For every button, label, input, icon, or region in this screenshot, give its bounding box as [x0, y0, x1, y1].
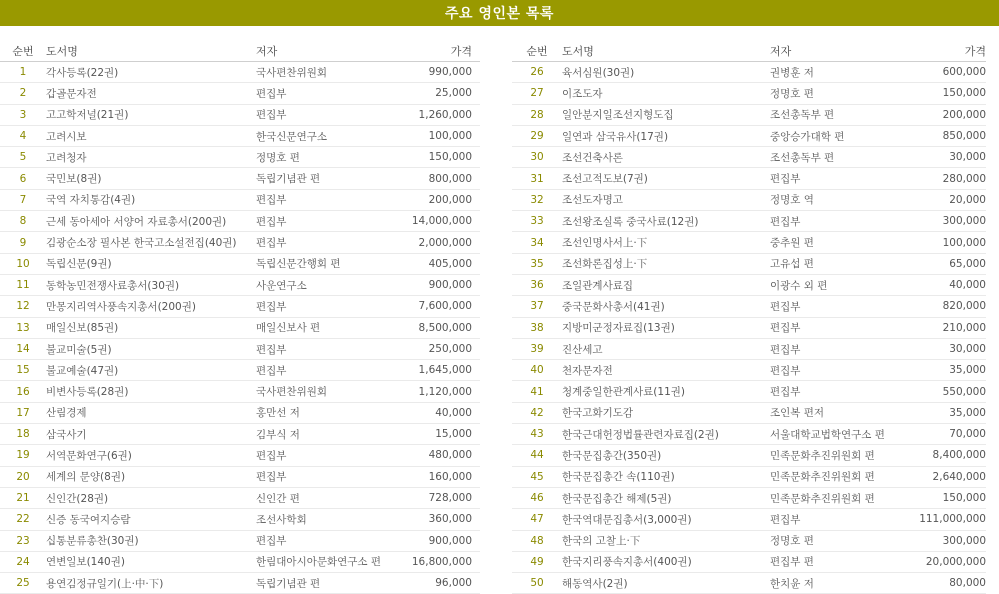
book-author: 편집부 [256, 232, 396, 253]
table-row [512, 551, 986, 572]
book-author: 한림대아시아문화연구소 편 [256, 551, 396, 572]
book-tables [0, 40, 999, 594]
book-title: 조선건축사론 [562, 147, 770, 168]
row-number: 30 [512, 147, 562, 168]
book-author: 정명호 역 [770, 189, 894, 210]
table-row [0, 402, 480, 423]
table-row [512, 424, 986, 445]
book-author: 권병훈 저 [770, 62, 894, 83]
book-price: 300,000 [894, 530, 986, 551]
book-price: 8,500,000 [396, 317, 480, 338]
table-row [512, 168, 986, 189]
table-row [0, 360, 480, 381]
row-number: 25 [0, 573, 46, 594]
book-title: 고려청자 [46, 147, 256, 168]
book-price: 20,000,000 [894, 551, 986, 572]
page-title: 주요 영인본 목록 [445, 6, 554, 22]
row-number: 29 [512, 125, 562, 146]
table-row [0, 189, 480, 210]
row-number: 11 [0, 274, 46, 295]
row-number: 21 [0, 487, 46, 508]
table-row [0, 530, 480, 551]
book-price: 820,000 [894, 296, 986, 317]
book-table-left [0, 40, 480, 594]
row-number: 16 [0, 381, 46, 402]
row-number: 46 [512, 487, 562, 508]
row-number: 17 [0, 402, 46, 423]
row-number: 36 [512, 274, 562, 295]
book-price: 100,000 [894, 232, 986, 253]
book-title: 한국문집총간(350권) [562, 445, 770, 466]
book-title: 국역 자치통감(4권) [46, 189, 256, 210]
book-price: 150,000 [894, 487, 986, 508]
book-title: 한국지리풍속지총서(400권) [562, 551, 770, 572]
table-row [512, 274, 986, 295]
book-author: 홍만선 저 [256, 402, 396, 423]
row-number: 4 [0, 125, 46, 146]
book-title: 세계의 문양(8권) [46, 466, 256, 487]
book-price: 25,000 [396, 83, 480, 104]
book-author: 독립신문간행회 편 [256, 253, 396, 274]
book-author: 사운연구소 [256, 274, 396, 295]
book-price: 2,640,000 [894, 466, 986, 487]
table-row [0, 338, 480, 359]
table-row [0, 445, 480, 466]
table-row [0, 147, 480, 168]
row-number: 7 [0, 189, 46, 210]
book-title: 이조도자 [562, 83, 770, 104]
book-title: 산림경제 [46, 402, 256, 423]
header-price: 가격 [894, 40, 986, 62]
book-title: 서역문화연구(6권) [46, 445, 256, 466]
row-number: 24 [0, 551, 46, 572]
book-author: 편집부 [770, 168, 894, 189]
book-title: 매일신보(85권) [46, 317, 256, 338]
book-title: 고고학저널(21권) [46, 104, 256, 125]
book-price: 65,000 [894, 253, 986, 274]
row-number: 3 [0, 104, 46, 125]
table-row [0, 466, 480, 487]
table-row [0, 551, 480, 572]
book-price: 800,000 [396, 168, 480, 189]
book-price: 1,120,000 [396, 381, 480, 402]
table-row [512, 487, 986, 508]
book-title: 동학농민전쟁사료총서(30권) [46, 274, 256, 295]
table-row [512, 125, 986, 146]
table-row [512, 466, 986, 487]
book-author: 편집부 [770, 381, 894, 402]
book-title: 각사등록(22권) [46, 62, 256, 83]
book-title: 한국고화기도감 [562, 402, 770, 423]
book-author: 민족문화추진위원회 편 [770, 487, 894, 508]
table-row [512, 381, 986, 402]
row-number: 40 [512, 360, 562, 381]
table-row [512, 232, 986, 253]
row-number: 48 [512, 530, 562, 551]
book-price: 80,000 [894, 573, 986, 594]
book-title: 삼국사기 [46, 424, 256, 445]
book-title: 조선도자명고 [562, 189, 770, 210]
row-number: 13 [0, 317, 46, 338]
book-title: 불교미술(5권) [46, 338, 256, 359]
row-number: 28 [512, 104, 562, 125]
table-row [512, 317, 986, 338]
row-number: 8 [0, 211, 46, 232]
header-num: 순번 [0, 40, 46, 62]
book-price: 1,260,000 [396, 104, 480, 125]
book-author: 조선총독부 편 [770, 147, 894, 168]
row-number: 32 [512, 189, 562, 210]
book-price: 40,000 [894, 274, 986, 295]
book-author: 편집부 [770, 360, 894, 381]
book-author: 편집부 [256, 445, 396, 466]
book-price: 150,000 [396, 147, 480, 168]
table-row [0, 274, 480, 295]
row-number: 50 [512, 573, 562, 594]
book-price: 300,000 [894, 211, 986, 232]
row-number: 9 [0, 232, 46, 253]
book-title: 신증 동국여지승람 [46, 509, 256, 530]
row-number: 42 [512, 402, 562, 423]
book-title: 조선왕조실록 중국사료(12권) [562, 211, 770, 232]
book-price: 280,000 [894, 168, 986, 189]
book-author: 한치윤 저 [770, 573, 894, 594]
book-title: 한국역대문집총서(3,000권) [562, 509, 770, 530]
book-price: 900,000 [396, 274, 480, 295]
table-row [512, 253, 986, 274]
book-price: 728,000 [396, 487, 480, 508]
table-row [0, 232, 480, 253]
book-price: 35,000 [894, 402, 986, 423]
book-title: 갑골문자전 [46, 83, 256, 104]
book-title: 중국문화사총서(41권) [562, 296, 770, 317]
book-author: 정명호 편 [770, 530, 894, 551]
book-price: 200,000 [894, 104, 986, 125]
book-author: 편집부 [256, 360, 396, 381]
row-number: 15 [0, 360, 46, 381]
book-title: 만몽지리역사풍속지총서(200권) [46, 296, 256, 317]
row-number: 27 [512, 83, 562, 104]
book-price: 405,000 [396, 253, 480, 274]
book-price: 30,000 [894, 147, 986, 168]
book-price: 35,000 [894, 360, 986, 381]
book-title: 십통분류총찬(30권) [46, 530, 256, 551]
book-price: 850,000 [894, 125, 986, 146]
book-author: 조선총독부 편 [770, 104, 894, 125]
book-title: 육서심원(30권) [562, 62, 770, 83]
book-title: 조선인명사서上·下 [562, 232, 770, 253]
book-title: 국민보(8권) [46, 168, 256, 189]
book-author: 편집부 [256, 83, 396, 104]
book-price: 100,000 [396, 125, 480, 146]
book-title: 한국문집총간 속(110권) [562, 466, 770, 487]
book-price: 990,000 [396, 62, 480, 83]
table-row [512, 104, 986, 125]
book-price: 20,000 [894, 189, 986, 210]
header-author: 저자 [256, 40, 396, 62]
book-title: 독립신문(9권) [46, 253, 256, 274]
table-row [0, 211, 480, 232]
book-author: 편집부 [256, 466, 396, 487]
book-author: 신인간 편 [256, 487, 396, 508]
book-author: 편집부 [256, 211, 396, 232]
row-number: 33 [512, 211, 562, 232]
row-number: 49 [512, 551, 562, 572]
book-price: 70,000 [894, 424, 986, 445]
book-title: 해동역사(2권) [562, 573, 770, 594]
table-row [512, 530, 986, 551]
book-author: 편집부 [256, 296, 396, 317]
table-row [0, 487, 480, 508]
book-title: 용연김정규일기(上·中·下) [46, 573, 256, 594]
book-price: 111,000,000 [894, 509, 986, 530]
table-row [0, 509, 480, 530]
book-title: 고려시보 [46, 125, 256, 146]
book-title: 일연과 삼국유사(17권) [562, 125, 770, 146]
table-row [0, 83, 480, 104]
book-author: 정명호 편 [770, 83, 894, 104]
table-row [512, 445, 986, 466]
book-author: 한국신문연구소 [256, 125, 396, 146]
book-price: 40,000 [396, 402, 480, 423]
book-author: 조선사학회 [256, 509, 396, 530]
book-author: 편집부 [770, 317, 894, 338]
row-number: 41 [512, 381, 562, 402]
book-author: 편집부 [770, 509, 894, 530]
row-number: 23 [0, 530, 46, 551]
book-price: 600,000 [894, 62, 986, 83]
row-number: 45 [512, 466, 562, 487]
header-price: 가격 [396, 40, 480, 62]
book-title: 일안분지일조선지형도집 [562, 104, 770, 125]
book-author: 이광수 외 편 [770, 274, 894, 295]
book-author: 편집부 [256, 530, 396, 551]
table-row [512, 83, 986, 104]
table-row [512, 509, 986, 530]
book-author: 독립기념관 편 [256, 573, 396, 594]
table-row [0, 573, 480, 594]
book-title: 조선고적도보(7권) [562, 168, 770, 189]
table-row [0, 62, 480, 83]
row-number: 19 [0, 445, 46, 466]
book-author: 매일신보사 편 [256, 317, 396, 338]
header-num: 순번 [512, 40, 562, 62]
book-price: 360,000 [396, 509, 480, 530]
row-number: 37 [512, 296, 562, 317]
table-row [512, 360, 986, 381]
table-row [0, 168, 480, 189]
table-row [0, 296, 480, 317]
row-number: 1 [0, 62, 46, 83]
book-author: 국사편찬위원회 [256, 62, 396, 83]
table-header-row [512, 40, 986, 62]
table-row [0, 104, 480, 125]
table-row [512, 211, 986, 232]
row-number: 44 [512, 445, 562, 466]
book-price: 160,000 [396, 466, 480, 487]
row-number: 47 [512, 509, 562, 530]
table-row [512, 62, 986, 83]
table-row [512, 338, 986, 359]
row-number: 18 [0, 424, 46, 445]
row-number: 31 [512, 168, 562, 189]
book-price: 2,000,000 [396, 232, 480, 253]
row-number: 20 [0, 466, 46, 487]
row-number: 26 [512, 62, 562, 83]
book-price: 7,600,000 [396, 296, 480, 317]
book-price: 250,000 [396, 338, 480, 359]
row-number: 5 [0, 147, 46, 168]
book-table-right-body [512, 62, 986, 594]
row-number: 43 [512, 424, 562, 445]
table-row [512, 573, 986, 594]
book-price: 1,645,000 [396, 360, 480, 381]
book-title: 진산세고 [562, 338, 770, 359]
header-title: 도서명 [562, 40, 770, 62]
row-number: 12 [0, 296, 46, 317]
page-title-bar [0, 0, 999, 26]
book-title: 연변일보(140권) [46, 551, 256, 572]
book-author: 조인복 편저 [770, 402, 894, 423]
book-price: 14,000,000 [396, 211, 480, 232]
book-author: 편집부 [770, 296, 894, 317]
book-price: 16,800,000 [396, 551, 480, 572]
book-author: 편집부 [256, 189, 396, 210]
book-author: 민족문화추진위원회 편 [770, 445, 894, 466]
book-author: 독립기념관 편 [256, 168, 396, 189]
book-author: 편집부 [256, 104, 396, 125]
table-row [512, 296, 986, 317]
book-price: 200,000 [396, 189, 480, 210]
book-table-left-body [0, 62, 480, 594]
book-table-right [512, 40, 986, 594]
book-title: 불교예술(47권) [46, 360, 256, 381]
row-number: 22 [0, 509, 46, 530]
book-title: 조선화론집성上·下 [562, 253, 770, 274]
book-price: 210,000 [894, 317, 986, 338]
book-price: 550,000 [894, 381, 986, 402]
table-row [0, 317, 480, 338]
header-author: 저자 [770, 40, 894, 62]
book-author: 편집부 편 [770, 551, 894, 572]
book-author: 국사편찬위원회 [256, 381, 396, 402]
book-title: 신인간(28권) [46, 487, 256, 508]
book-author: 편집부 [256, 338, 396, 359]
book-title: 청계중일한관계사료(11권) [562, 381, 770, 402]
book-title: 김광순소장 필사본 한국고소설전집(40권) [46, 232, 256, 253]
book-author: 중앙승가대학 편 [770, 125, 894, 146]
header-title: 도서명 [46, 40, 256, 62]
book-title: 비변사등록(28권) [46, 381, 256, 402]
book-title: 한국문집총간 해제(5권) [562, 487, 770, 508]
book-price: 900,000 [396, 530, 480, 551]
book-price: 480,000 [396, 445, 480, 466]
book-author: 정명호 편 [256, 147, 396, 168]
table-row [512, 189, 986, 210]
row-number: 39 [512, 338, 562, 359]
book-title: 근세 동아세아 서양어 자료총서(200권) [46, 211, 256, 232]
row-number: 10 [0, 253, 46, 274]
row-number: 6 [0, 168, 46, 189]
book-price: 15,000 [396, 424, 480, 445]
book-price: 150,000 [894, 83, 986, 104]
book-author: 편집부 [770, 211, 894, 232]
book-price: 30,000 [894, 338, 986, 359]
table-row [0, 381, 480, 402]
table-row [512, 402, 986, 423]
book-author: 중추원 편 [770, 232, 894, 253]
table-row [0, 424, 480, 445]
table-row [0, 253, 480, 274]
book-author: 김부식 저 [256, 424, 396, 445]
table-row [0, 125, 480, 146]
book-title: 천자문자전 [562, 360, 770, 381]
book-price: 8,400,000 [894, 445, 986, 466]
book-price: 96,000 [396, 573, 480, 594]
book-author: 편집부 [770, 338, 894, 359]
row-number: 14 [0, 338, 46, 359]
book-title: 한국근대헌정법률관련자료집(2권) [562, 424, 770, 445]
book-title: 지방미군정자료집(13권) [562, 317, 770, 338]
book-author: 고유섭 편 [770, 253, 894, 274]
table-row [512, 147, 986, 168]
book-author: 민족문화추진위원회 편 [770, 466, 894, 487]
book-author: 서울대학교법학연구소 편 [770, 424, 894, 445]
table-header-row [0, 40, 480, 62]
book-title: 조일관계사료집 [562, 274, 770, 295]
row-number: 38 [512, 317, 562, 338]
row-number: 2 [0, 83, 46, 104]
row-number: 34 [512, 232, 562, 253]
row-number: 35 [512, 253, 562, 274]
book-title: 한국의 고찰上·下 [562, 530, 770, 551]
